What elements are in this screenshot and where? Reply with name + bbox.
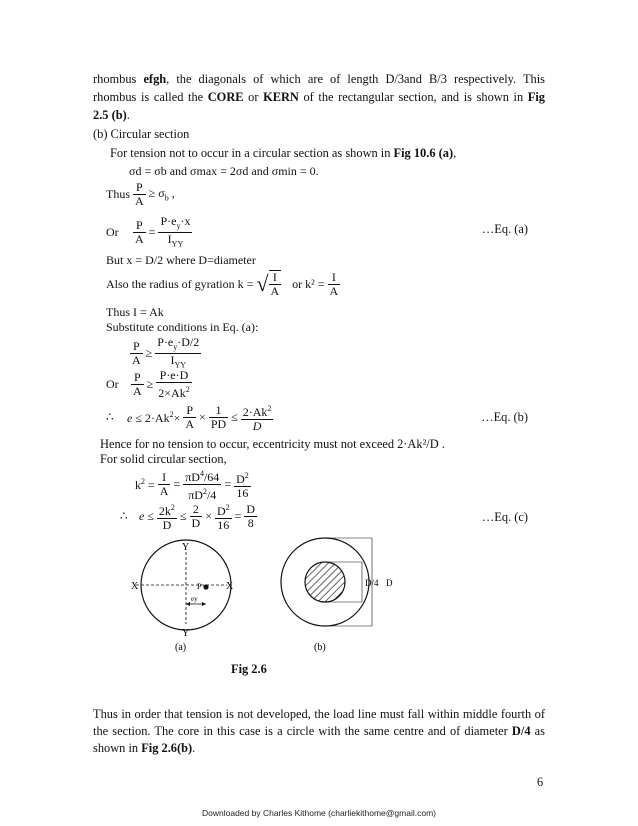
conditions: σd = σb and σmax = 2σd and σmin = 0. — [129, 164, 319, 178]
text: the section. The core in this case is a circle with the same centre and of diameter — [93, 724, 512, 738]
section-heading: (b) Circular section — [93, 127, 190, 141]
math: ≥ — [145, 346, 153, 361]
load-point — [203, 584, 208, 589]
math: = — [148, 225, 156, 240]
fraction-pex-over-i: $\frac{P\cdot e_y\cdot x}{I_{YY}}$ — [160, 214, 191, 249]
text: . — [126, 108, 130, 122]
math: × — [205, 509, 212, 523]
text: rhombus is called the — [93, 90, 208, 104]
text: as — [530, 724, 545, 738]
therefore-sign: ∴ — [120, 509, 128, 523]
label-y-bottom: Y — [182, 628, 190, 639]
math: ≥ — [146, 377, 154, 391]
math: × — [199, 410, 206, 424]
label-d: D — [386, 578, 393, 588]
fraction-ped-over-2ak2: $\frac{P\cdot e\cdot D}{2\times Ak^2}$ — [158, 368, 190, 400]
fraction-1-over-pd: $\frac{1}{PD}$ — [210, 403, 227, 431]
conclusion-line-2 — [93, 723, 545, 739]
label-or-k: or k² = — [292, 276, 325, 291]
core-circle — [305, 562, 345, 602]
math: = — [234, 509, 242, 523]
fraction-p-over-a: $\frac{P}{A}$ — [132, 339, 141, 368]
substitute-line: Substitute conditions in Eq. (a): — [106, 320, 259, 334]
fig-ref: Fig 2.6(b) — [141, 741, 193, 755]
fraction-i-over-a: $\frac{I}{A}$ — [329, 269, 339, 298]
fraction-d2-over-16: $\frac{D^2}{16}$ — [216, 503, 230, 532]
eq-ref-c: …Eq. (c) — [481, 510, 528, 524]
math: e ≤ — [139, 509, 154, 523]
text: , the diagonals of which are of length D/3and B/3 respectively. This — [166, 72, 545, 86]
fraction-p-over-a: $\frac{P}{A}$ — [185, 403, 195, 431]
figure-title — [231, 661, 267, 677]
math: ≤ — [231, 410, 238, 424]
math: ≥ $\sigma_b$ , — [148, 186, 175, 203]
text: or — [243, 90, 264, 104]
label-radius: Also the radius of gyration k = — [106, 276, 254, 291]
label-d4: D/4 — [365, 578, 379, 588]
diagram-a — [131, 540, 234, 653]
solid-line: For solid circular section, — [100, 452, 227, 466]
but-line: But x = D/2 where D=diameter — [106, 253, 256, 267]
label-ey: ey — [191, 595, 198, 603]
fraction-ped2-over-i: $\frac{P\cdot e_y\cdot D/2}{I_{YY}}$ — [157, 335, 200, 370]
thus-i: Thus I = Ak — [106, 305, 164, 319]
fig-title-text: Fig 2.6 — [231, 662, 267, 676]
text: Hence for no tension to occur, eccentricity must not exceed — [100, 437, 398, 451]
term-kern: KERN — [263, 90, 299, 104]
caption-b: (b) — [314, 642, 326, 653]
download-footer: Downloaded by Charles Kithome (charliekithome@gmail.com) — [202, 808, 436, 818]
term-d4: D/4 — [511, 724, 531, 738]
text: of the rectangular section, and is shown in — [298, 90, 528, 104]
fraction-p-over-a: $\frac{P}{A}$ — [133, 370, 142, 398]
text: . — [192, 741, 196, 755]
fig-ref: Fig 10.6 (a) — [393, 146, 454, 160]
eq-ref-b: …Eq. (b) — [481, 410, 528, 424]
conclusion-line-3 — [93, 740, 195, 756]
fraction-2ak2-over-d: $\frac{2\cdot Ak^2}{D}$ — [242, 404, 272, 433]
label-x-right: X — [226, 581, 234, 592]
math: $e \le 2\cdot Ak^2\times$ — [127, 409, 181, 425]
fraction-d2-over-16: $\frac{D^2}{16}$ — [236, 471, 249, 500]
text: shown in — [93, 741, 142, 755]
label-thus: Thus — [106, 187, 130, 201]
label-or: Or — [106, 377, 119, 391]
fraction-p-over-a: $\frac{P}{A}$ — [135, 218, 144, 247]
math: 2·Ak²/D . — [397, 437, 445, 451]
fraction-p-over-a: $\frac{P}{A}$ — [135, 180, 144, 208]
term-core: CORE — [207, 90, 244, 104]
caption-a: (a) — [175, 642, 187, 653]
math: = — [224, 477, 232, 491]
text: , — [453, 146, 457, 160]
fraction-d-over-8: $\frac{D}{8}$ — [246, 502, 256, 530]
arrow-head — [202, 602, 206, 606]
arrow-head — [186, 602, 190, 606]
conclusion-line-1: Thus in order that tension is not developed, the load line must fall within middle fourth of — [93, 707, 545, 721]
page-number: 6 — [537, 775, 544, 789]
math: ≤ — [179, 509, 187, 523]
term-efgh: efgh — [143, 72, 167, 86]
fraction-i-over-a: $\frac{I}{A}$ — [159, 470, 169, 498]
math: $k^2$ = — [135, 476, 155, 492]
fig-ref: 2.5 (b) — [93, 108, 127, 122]
label-p: P — [197, 582, 202, 591]
label-y-top: Y — [182, 542, 190, 553]
text: rhombus — [93, 72, 144, 86]
fraction-pid4: $\frac{\pi D^4/64}{\pi D^2/4}$ — [185, 469, 220, 502]
fraction-i-over-a: $\frac{I}{A}$ — [270, 270, 280, 298]
text: For tension not to occur in a circular section as shown in — [110, 146, 394, 160]
diagram-b — [281, 538, 393, 653]
fraction-2-over-d: $\frac{2}{D}$ — [191, 502, 201, 530]
label-or: Or — [106, 225, 119, 240]
therefore-sign: ∴ — [106, 410, 114, 424]
sqrt-sign: √ — [256, 271, 269, 296]
math: = — [173, 477, 181, 491]
label-x-left: X — [131, 581, 139, 592]
fraction-2k2-over-d: $\frac{2k^2}{D}$ — [158, 503, 175, 532]
fig-ref: Fig — [527, 90, 545, 104]
eq-ref-a: …Eq. (a) — [481, 222, 528, 236]
